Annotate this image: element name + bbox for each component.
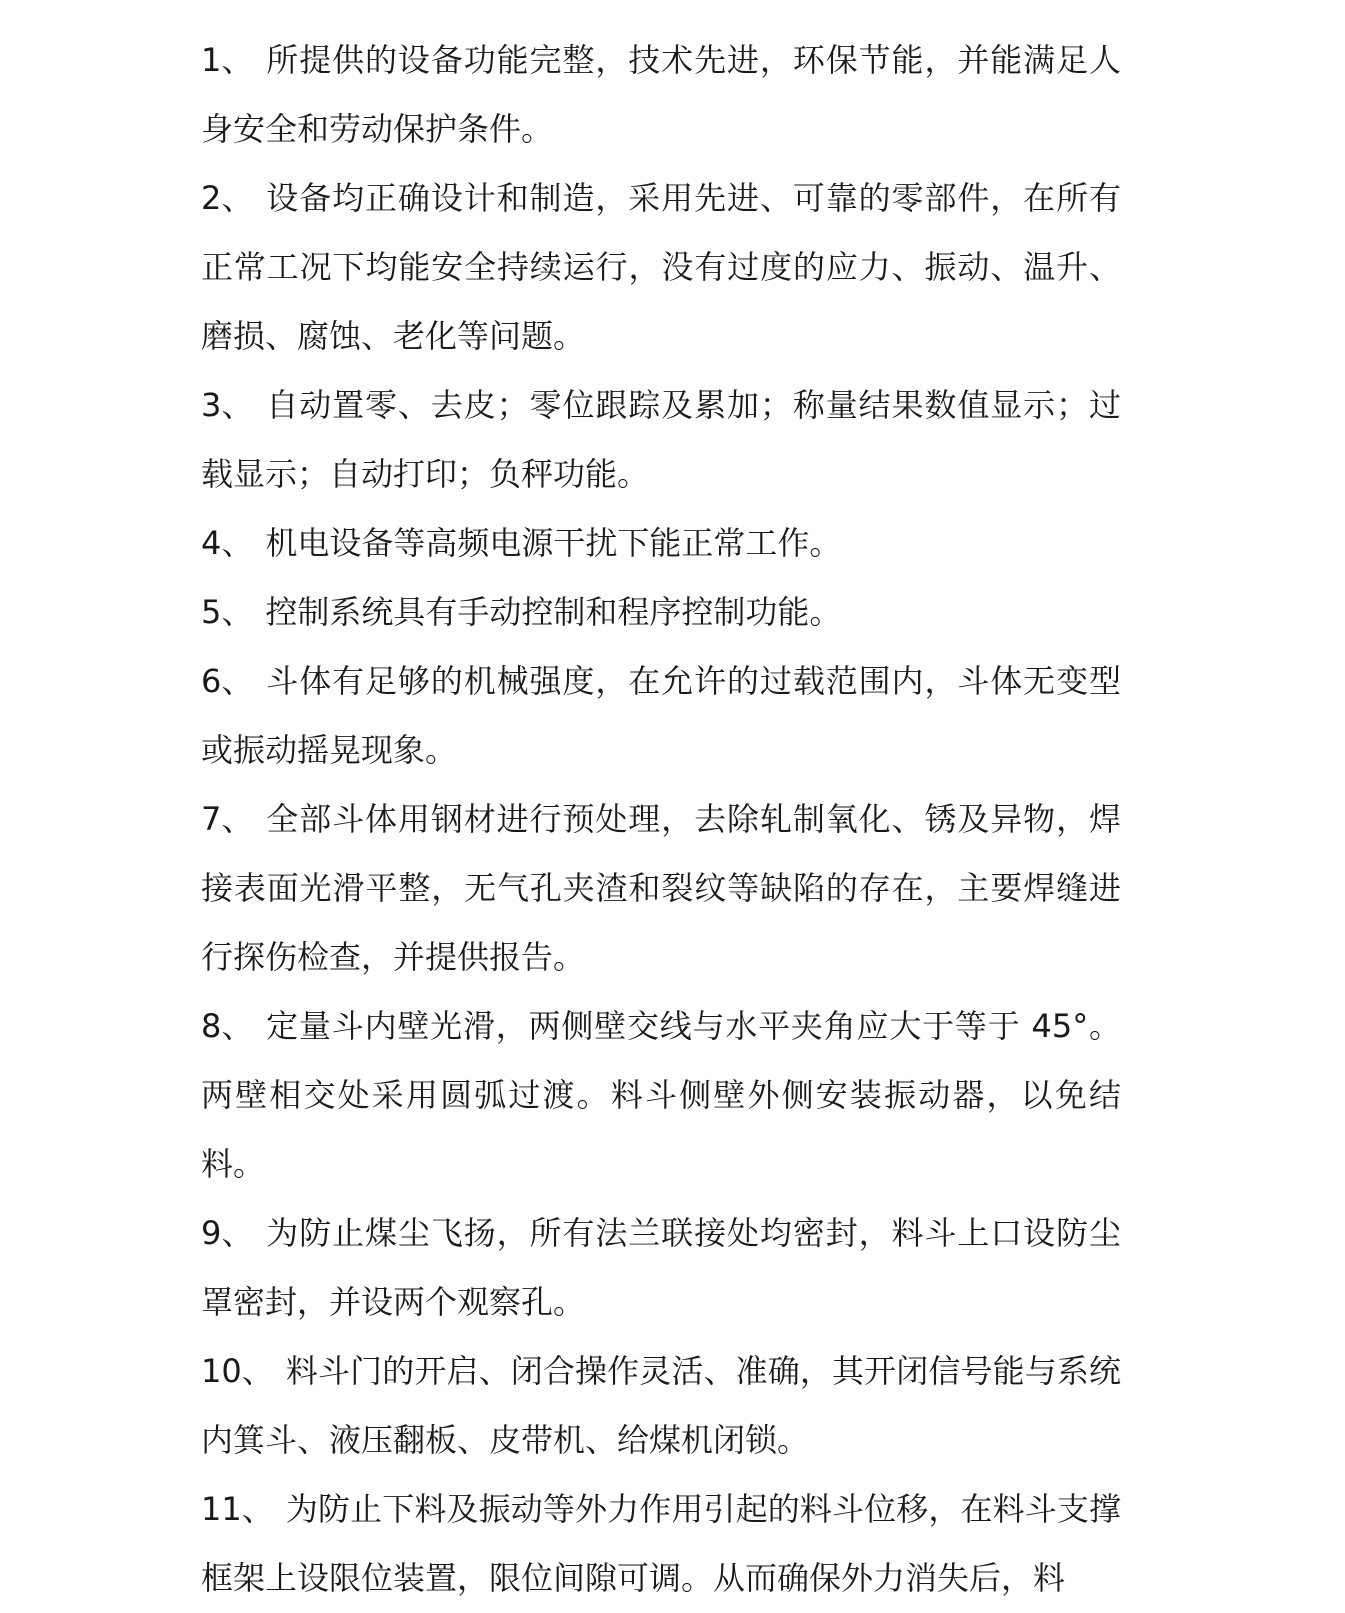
item-text: 机电设备等高频电源干扰下能正常工作。 [265, 524, 842, 562]
list-item [201, 992, 1121, 1199]
item-number: 10、 [201, 1352, 274, 1390]
item-number: 9、 [201, 1214, 254, 1252]
item-text: 料斗门的开启、闭合操作灵活、准确，其开闭信号能与系统内箕斗、液压翻板、皮带机、给煤机闭锁。 [201, 1352, 1121, 1459]
item-number: 3、 [201, 386, 254, 424]
item-number: 5、 [201, 593, 254, 631]
list-item [201, 578, 1121, 647]
list-item [201, 647, 1121, 785]
item-number: 6、 [201, 662, 254, 700]
list-item [201, 371, 1121, 509]
item-text: 斗体有足够的机械强度，在允许的过载范围内，斗体无变型或振动摇晃现象。 [201, 662, 1121, 769]
item-number: 4、 [201, 524, 254, 562]
item-number: 8、 [201, 1007, 254, 1045]
requirements-list [201, 26, 1121, 1613]
list-item [201, 509, 1121, 578]
list-item [201, 1199, 1121, 1337]
item-text: 自动置零、去皮；零位跟踪及累加；称量结果数值显示；过载显示；自动打印；负秤功能。 [201, 386, 1121, 493]
list-item [201, 785, 1121, 992]
list-item [201, 1337, 1121, 1475]
item-text: 控制系统具有手动控制和程序控制功能。 [265, 593, 842, 631]
item-number: 1、 [201, 41, 254, 79]
list-item [201, 1475, 1121, 1613]
item-text: 为防止煤尘飞扬，所有法兰联接处均密封，料斗上口设防尘罩密封，并设两个观察孔。 [201, 1214, 1121, 1321]
item-text: 设备均正确设计和制造，采用先进、可靠的零部件，在所有正常工况下均能安全持续运行，没有过度的应力、振动、温升、磨损、腐蚀、老化等问题。 [201, 179, 1121, 355]
list-item [201, 26, 1121, 164]
item-number: 11、 [201, 1490, 274, 1528]
item-text: 所提供的设备功能完整，技术先进，环保节能，并能满足人身安全和劳动保护条件。 [201, 41, 1121, 148]
item-number: 2、 [201, 179, 254, 217]
item-number: 7、 [201, 800, 254, 838]
list-item [201, 164, 1121, 371]
item-text: 为防止下料及振动等外力作用引起的料斗位移，在料斗支撑框架上设限位装置，限位间隙可调。从而确保外力消失后，料 [201, 1490, 1121, 1597]
item-text: 全部斗体用钢材进行预处理，去除轧制氧化、锈及异物，焊接表面光滑平整，无气孔夹渣和裂纹等缺陷的存在，主要焊缝进行探伤检查，并提供报告。 [201, 800, 1121, 976]
item-text: 定量斗内壁光滑，两侧壁交线与水平夹角应大于等于 45°。两壁相交处采用圆弧过渡。料斗侧壁外侧安装振动器，以免结料。 [201, 1007, 1121, 1183]
